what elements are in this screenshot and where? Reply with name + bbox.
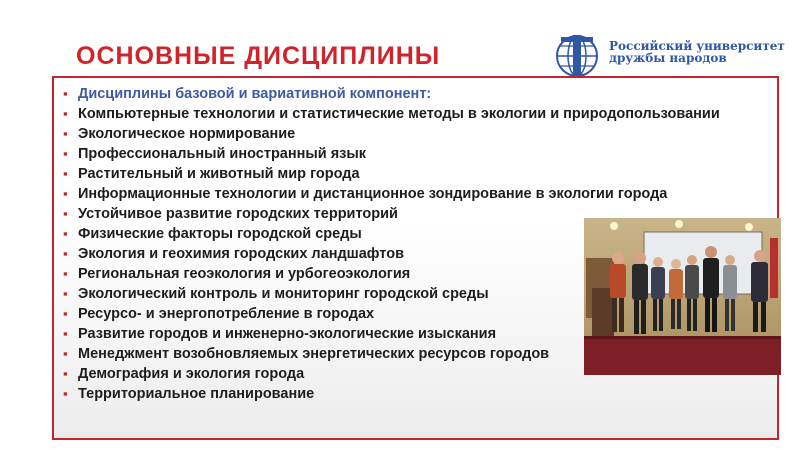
- logo-line-2: дружбы народов: [609, 51, 727, 65]
- university-logo: [553, 33, 785, 79]
- list-item: ▪ Экологическое нормирование: [63, 124, 720, 144]
- list-item: ▪ Информационные технологии и дистанционное зондирование в экологии города: [63, 184, 720, 204]
- list-item: ▪ Территориальное планирование: [63, 384, 720, 404]
- list-item: ▪ Региональная геоэкология и урбогеоэкология: [63, 264, 720, 284]
- list-item: ▪ Ресурсо- и энергопотребление в городах: [63, 304, 720, 324]
- globe-emblem-icon: [553, 33, 605, 79]
- list-item: ▪ Экологический контроль и мониторинг городской среды: [63, 284, 720, 304]
- group-photo: [584, 218, 781, 375]
- list-item: ▪ Устойчивое развитие городских территорий: [63, 204, 720, 224]
- list-item: ▪ Растительный и животный мир города: [63, 164, 720, 184]
- list-heading: ▪ Дисциплины базовой и вариативной компонент:: [63, 84, 720, 104]
- list-item: ▪ Компьютерные технологии и статистические методы в экологии и природопользовании: [63, 104, 720, 124]
- list-item: ▪ Профессиональный иностранный язык: [63, 144, 720, 164]
- list-item: ▪ Развитие городов и инженерно-экологические изыскания: [63, 324, 720, 344]
- slide-title: ОСНОВНЫЕ ДИСЦИПЛИНЫ: [76, 42, 441, 70]
- list-item: ▪ Физические факторы городской среды: [63, 224, 720, 244]
- list-item: ▪ Менеджмент возобновляемых энергетических ресурсов городов: [63, 344, 720, 364]
- list-item: ▪ Экология и геохимия городских ландшафтов: [63, 244, 720, 264]
- list-item: ▪ Демография и экология города: [63, 364, 720, 384]
- logo-line-1: Российский университет: [609, 39, 785, 53]
